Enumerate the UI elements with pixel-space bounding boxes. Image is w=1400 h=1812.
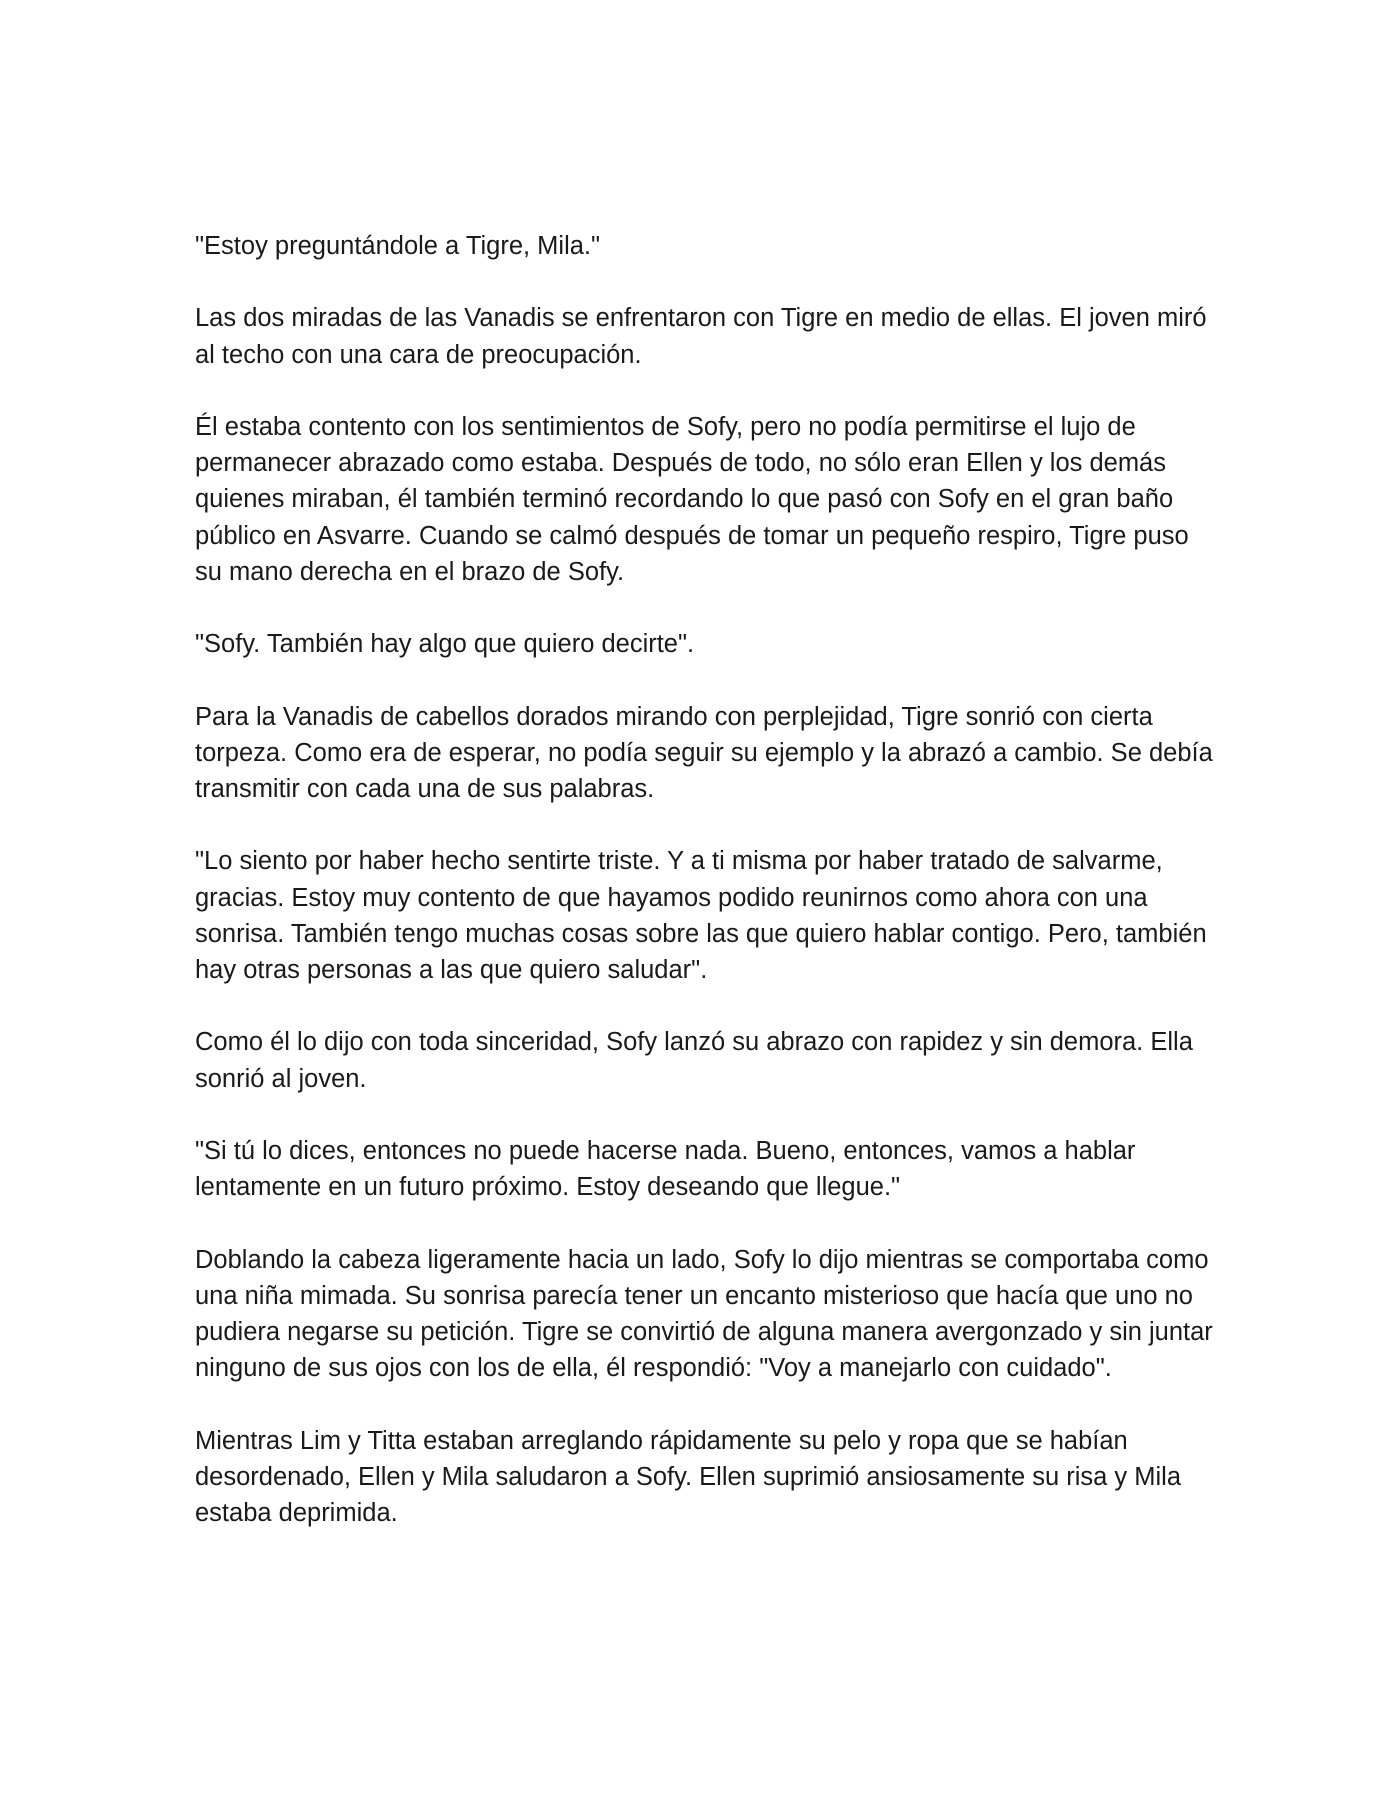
- paragraph-2: Las dos miradas de las Vanadis se enfrentaron con Tigre en medio de ellas. El joven miró al techo con una cara de preocupación.: [195, 304, 1207, 369]
- paragraph-3: Él estaba contento con los sentimientos de Sofy, pero no podía permitirse el lujo de permanecer abrazado como estaba. Después de todo, no sólo eran Ellen y los demás quienes miraban, él también terminó recordando lo que pasó con Sofy en el gran baño público en Asvarre. Cuando se calmó después de tomar un pequeño respiro, Tigre puso su mano derecha en el brazo de Sofy.: [195, 412, 1189, 586]
- paragraph-9: Doblando la cabeza ligeramente hacia un lado, Sofy lo dijo mientras se comportaba como una niña mimada. Su sonrisa parecía tener un encanto misterioso que hacía que uno no pudiera negarse su petición. Tigre se convirtió de alguna manera avergonzado y sin juntar ninguno de sus ojos con los de ella, él respondió: "Voy a manejarlo con cuidado".: [195, 1245, 1213, 1383]
- paragraph-7: Como él lo dijo con toda sinceridad, Sofy lanzó su abrazo con rapidez y sin demora. Ella sonrió al joven.: [195, 1028, 1193, 1093]
- document-body: [195, 228, 1215, 1531]
- paragraph-10: Mientras Lim y Titta estaban arreglando rápidamente su pelo y ropa que se habían desordenado, Ellen y Mila saludaron a Sofy. Ellen suprimió ansiosamente su risa y Mila estaba deprimida.: [195, 1426, 1182, 1527]
- paragraph-8: "Si tú lo dices, entonces no puede hacerse nada. Bueno, entonces, vamos a hablar lentamente en un futuro próximo. Estoy deseando que llegue.": [195, 1136, 1136, 1202]
- paragraph-6: "Lo siento por haber hecho sentirte triste. Y a ti misma por haber tratado de salvarme, gracias. Estoy muy contento de que hayamos podido reunirnos como ahora con una sonrisa. También tengo muchas cosas sobre las que quiero hablar contigo. Pero, también hay otras personas a las que quiero saludar".: [195, 847, 1207, 984]
- paragraph-5: Para la Vanadis de cabellos dorados mirando con perplejidad, Tigre sonrió con cierta torpeza. Como era de esperar, no podía seguir su ejemplo y la abrazó a cambio. Se debía transmitir con cada una de sus palabras.: [195, 702, 1213, 803]
- paragraph-4: "Sofy. También hay algo que quiero decirte".: [195, 630, 695, 659]
- paragraph-1: "Estoy preguntándole a Tigre, Mila.": [195, 232, 601, 260]
